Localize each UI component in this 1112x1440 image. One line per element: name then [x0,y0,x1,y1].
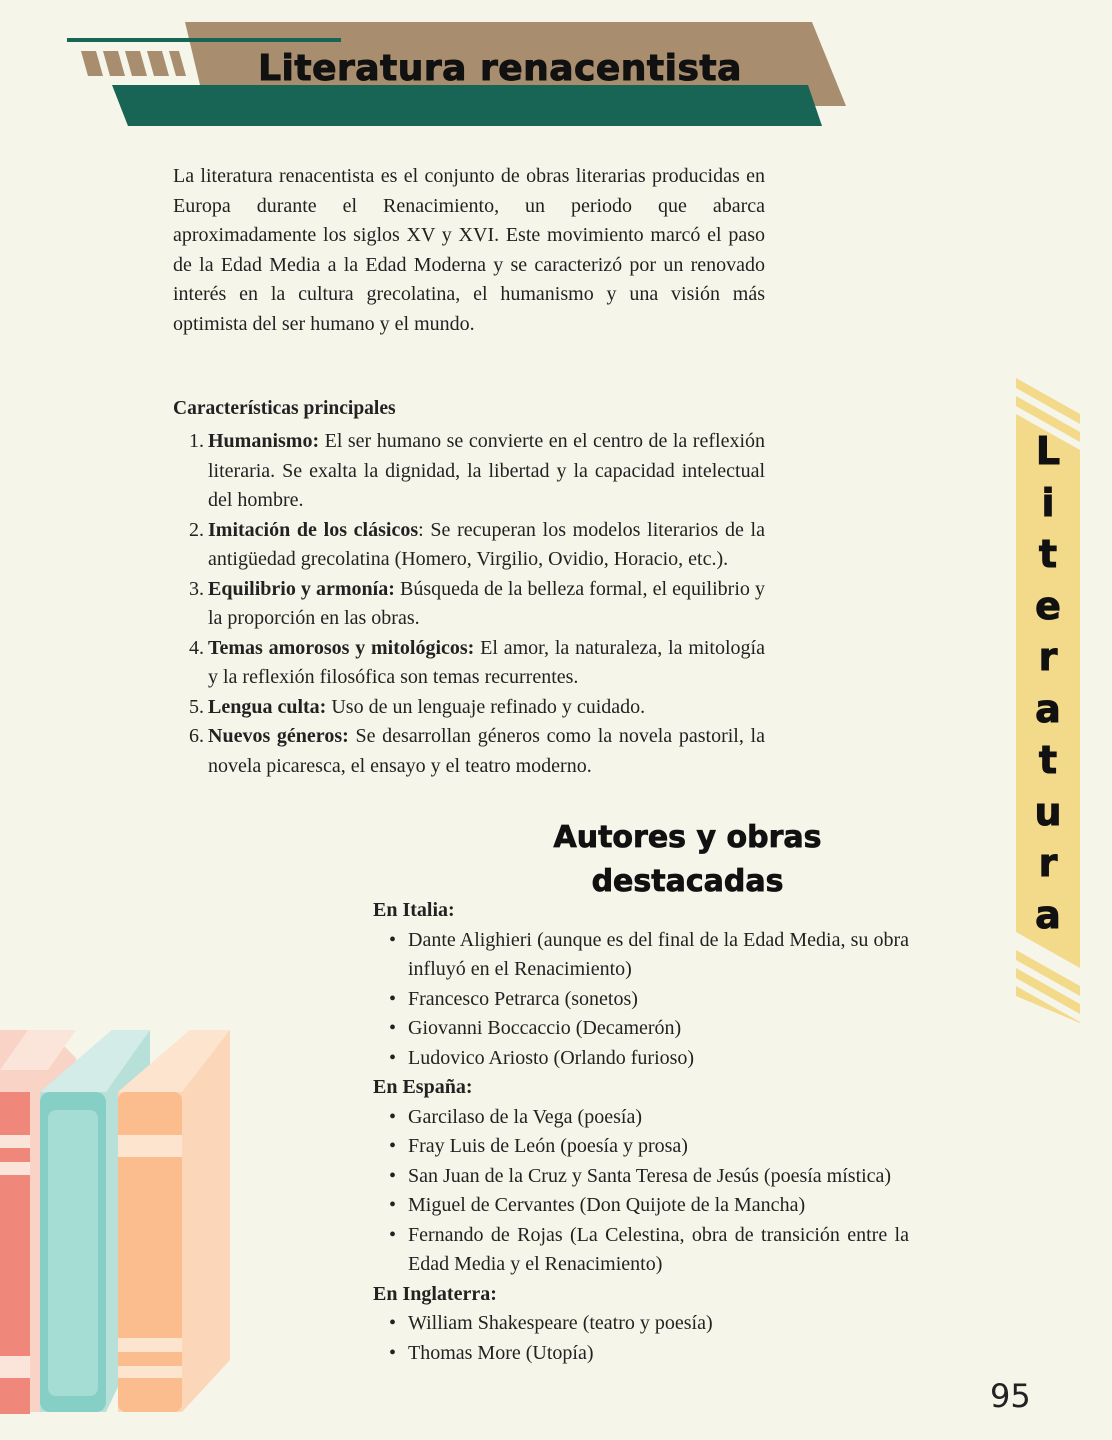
bullet-icon: • [389,1312,397,1334]
bullet-icon: • [389,987,397,1010]
authors-section [373,896,909,1368]
spain-list [373,1103,909,1280]
author-entry: Fernando de Rojas (La Celestina, obra de transición entre la Edad Media y el Renacimiento) [408,1223,909,1275]
bullet-icon: • [389,1046,397,1069]
side-letter: t [1038,532,1058,576]
authors-title [545,816,830,904]
author-entry: William Shakespeare (teatro y poesía) [408,1312,713,1334]
list-item [373,1191,909,1221]
side-letter: a [1035,892,1061,937]
list-item [373,926,909,985]
country-heading-italy: En Italia: [373,899,455,921]
author-entry: Giovanni Boccaccio (Decamerón) [408,1017,682,1039]
author-entry: Garcilaso de la Vega (poesía) [408,1105,642,1128]
side-letter: r [1038,841,1058,885]
side-letter: r [1038,635,1058,679]
item-text: Búsqueda de la belleza formal, el equilibrio y la proporción en las obras. [208,577,765,629]
authors-title-line2: destacadas [591,864,784,899]
england-list [373,1309,909,1368]
side-letter: a [1035,686,1061,731]
author-entry: San Juan de la Cruz y Santa Teresa de Jesús (poesía mística) [408,1164,892,1187]
list-item [373,1309,909,1339]
bullet-icon: • [389,1164,397,1187]
bullet-icon: • [389,1223,397,1246]
books-illustration [0,1020,240,1420]
author-entry: Thomas More (Utopía) [408,1341,594,1364]
list-item [373,1339,909,1369]
bullet-icon: • [389,1105,397,1128]
country-heading-spain: En España: [373,1076,473,1098]
item-text: Se desarrollan géneros como la novela pastoril, la novela picaresca, el ensayo y el teatro moderno. [208,725,765,777]
features-heading: Características principales [173,398,396,419]
page-number: 95 [990,1377,1031,1415]
bullet-icon: • [389,1135,397,1157]
list-item [373,1221,909,1280]
side-letter: i [1041,480,1055,525]
bullet-icon: • [389,1017,397,1039]
item-number: 6. [189,725,204,747]
item-term: Humanismo: [208,430,320,452]
side-letter: u [1034,789,1062,834]
author-entry: Ludovico Ariosto (Orlando furioso) [408,1046,695,1069]
page-title: Literatura renacentista [258,48,742,89]
item-term: Nuevos géneros: [208,725,349,747]
bullet-icon: • [389,1194,397,1216]
author-entry: Dante Alighieri (aunque es del final de la Edad Media, su obra influyó en el Renacimiento) [408,928,909,980]
item-term: Imitación de los clásicos [208,518,419,541]
item-number: 3. [189,577,204,600]
country-heading-england: En Inglaterra: [373,1282,497,1305]
side-letter: L [1035,429,1061,473]
list-item [373,1103,909,1133]
item-number: 5. [189,695,204,718]
item-text: : Se recuperan los modelos literarios de la antigüedad grecolatina (Homero, Virgilio, Ovidio, Horacio, etc.). [208,518,765,570]
author-entry: Francesco Petrarca (sonetos) [408,987,638,1010]
banner-green-band [112,85,822,126]
list-item [373,985,909,1015]
banner-stripes-icon [81,51,186,76]
item-term: Equilibrio y armonía: [208,577,395,600]
item-term: Temas amorosos y mitológicos: [208,636,475,659]
list-item [173,575,765,634]
list-item [373,1162,909,1192]
features-list [173,427,765,781]
list-item [373,1132,909,1162]
italy-list [373,926,909,1074]
list-item [173,722,765,781]
item-number: 1. [189,430,204,452]
authors-title-line1: Autores y obras [553,820,822,855]
item-number: 2. [189,518,204,541]
author-entry: Miguel de Cervantes (Don Quijote de la Mancha) [408,1194,806,1216]
list-item [173,427,765,516]
bullet-icon: • [389,928,397,951]
item-text: Uso de un lenguaje refinado y cuidado. [326,695,646,718]
list-item [173,693,765,723]
author-entry: Fray Luis de León (poesía y prosa) [408,1135,688,1157]
side-word-literatura [1016,426,1080,941]
side-letter: e [1035,583,1061,628]
item-term: Lengua culta: [208,695,327,718]
list-item [173,516,765,575]
intro-paragraph: La literatura renacentista es el conjunto de obras literarias producidas en Europa durante el Renacimiento, un periodo que abarca aproximadamente los siglos XV y XVI. Este movimiento marcó el paso de la Edad Media a la Edad Moderna y se caracterizó por un renovado interés en la cultura grecolatina, el humanismo y una visión más optimista del ser humano y el mundo. [173,165,765,335]
banner-top-line [67,38,341,42]
list-item [173,634,765,693]
list-item [373,1014,909,1044]
item-text: El amor, la naturaleza, la mitología y la reflexión filosófica son temas recurrentes. [208,636,765,688]
bullet-icon: • [389,1341,397,1364]
item-text: El ser humano se convierte en el centro de la reflexión literaria. Se exalta la dignidad, la libertad y la capacidad intelectual del hombre. [208,430,765,511]
item-number: 4. [189,636,204,659]
side-letter: t [1038,738,1058,782]
list-item [373,1044,909,1074]
